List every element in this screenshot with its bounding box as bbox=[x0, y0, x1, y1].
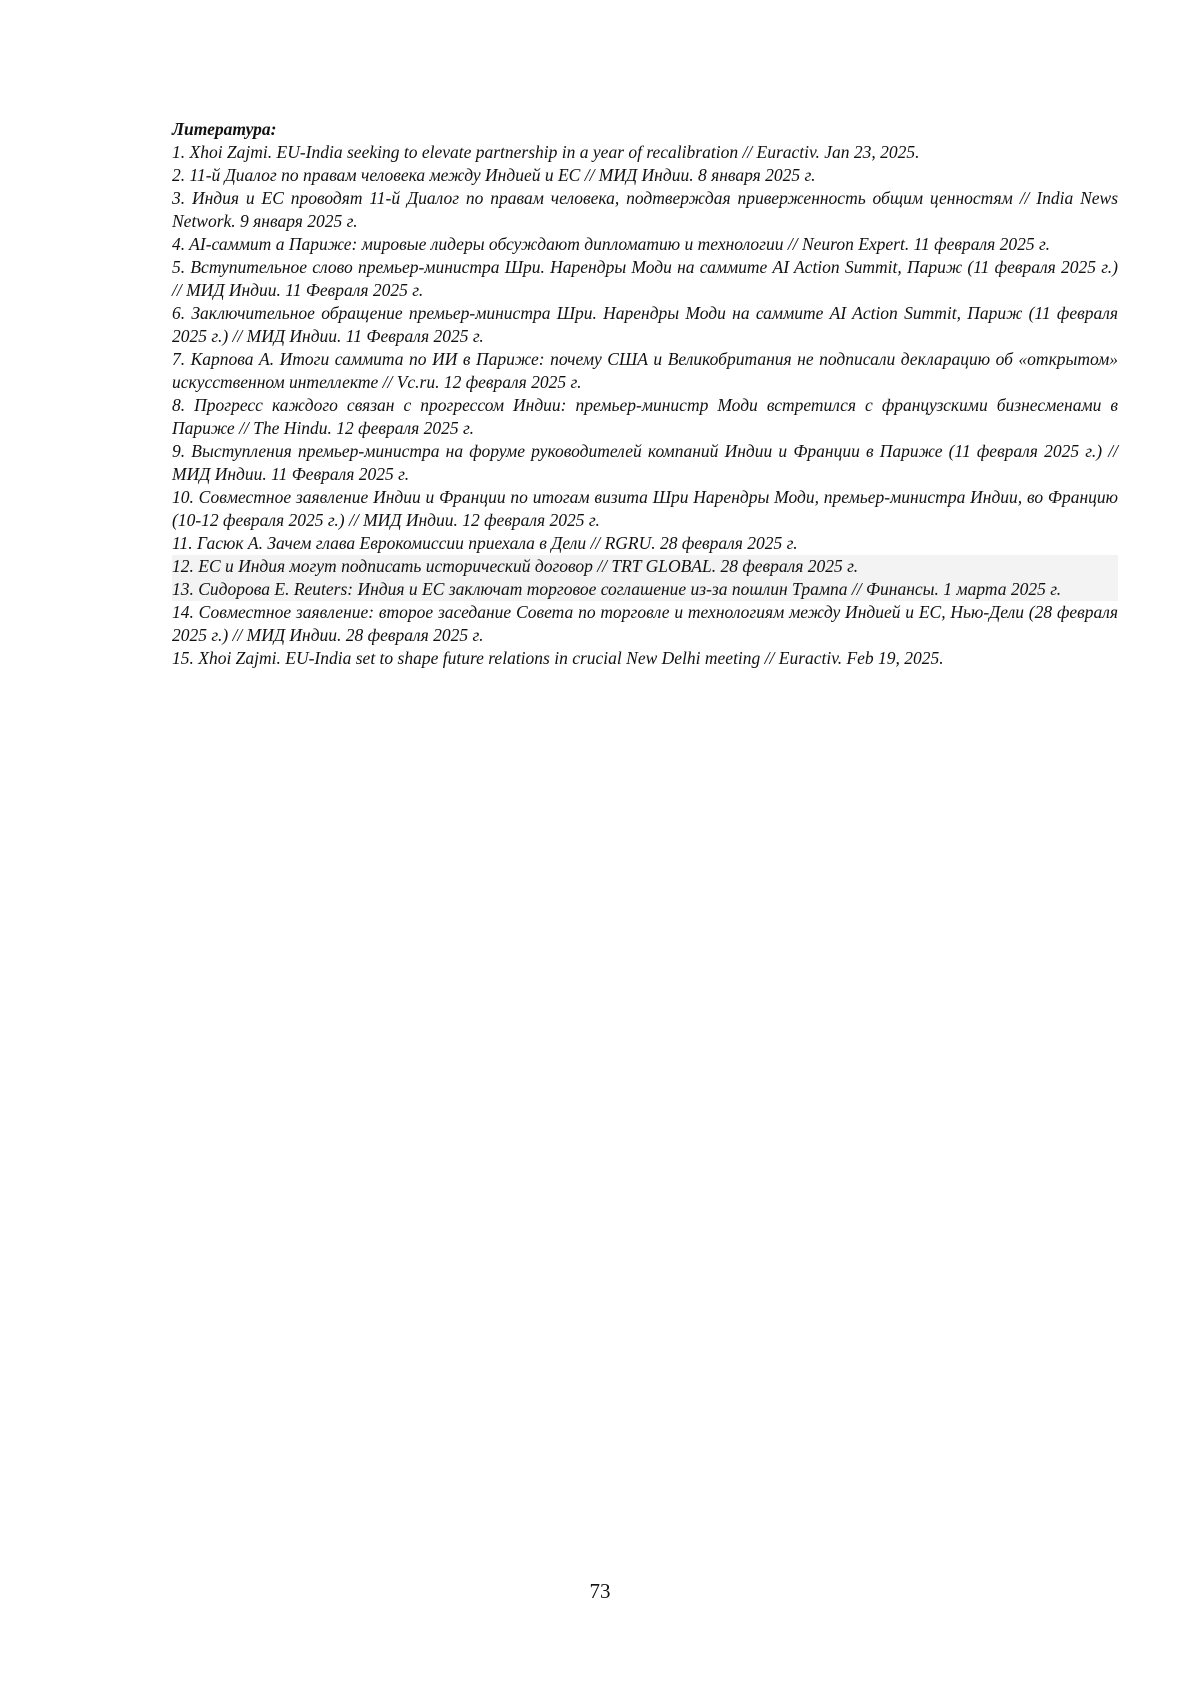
reference-item: 2. 11-й Диалог по правам человека между Индией и ЕС // МИД Индии. 8 января 2025 г. bbox=[172, 165, 816, 185]
reference-item: 10. Совместное заявление Индии и Франции по итогам визита Шри Нарендры Моди, премьер-министра Индии, во Францию (10-12 февраля 2025 г.) // МИД Индии. 12 февраля 2025 г. bbox=[172, 487, 1118, 530]
reference-item: 6. Заключительное обращение премьер-министра Шри. Нарендры Моди на саммите AI Action Summit, Париж (11 февраля 2025 г.) // МИД Индии. 11 Февраля 2025 г. bbox=[172, 303, 1118, 346]
reference-item: 15. Xhoi Zajmi. EU-India set to shape future relations in crucial New Delhi meeting // Euractiv. Feb 19, 2025. bbox=[172, 648, 944, 668]
section-heading: Литература: bbox=[172, 119, 277, 139]
reference-item: 8. Прогресс каждого связан с прогрессом Индии: премьер-министр Моди встретился с французскими бизнесменами в Париже // The Hindu. 12 февраля 2025 г. bbox=[172, 395, 1118, 438]
reference-item: 3. Индия и ЕС проводят 11-й Диалог по правам человека, подтверждая приверженность общим ценностям // India News Network. 9 января 2025 г. bbox=[172, 188, 1118, 231]
reference-item: 5. Вступительное слово премьер-министра Шри. Нарендры Моди на саммите AI Action Summit, Париж (11 февраля 2025 г.) // МИД Индии. 11 Февраля 2025 г. bbox=[172, 257, 1118, 300]
reference-item: 9. Выступления премьер-министра на форуме руководителей компаний Индии и Франции в Париже (11 февраля 2025 г.) // МИД Индии. 11 Февраля 2025 г. bbox=[172, 441, 1118, 484]
reference-section bbox=[172, 118, 1118, 670]
reference-item: 11. Гасюк А. Зачем глава Еврокомиссии приехала в Дели // RGRU. 28 февраля 2025 г. bbox=[172, 533, 798, 553]
reference-item: 1. Xhoi Zajmi. EU-India seeking to elevate partnership in a year of recalibration // Euractiv. Jan 23, 2025. bbox=[172, 142, 920, 162]
page-number: 73 bbox=[589, 1579, 611, 1603]
reference-item: 13. Сидорова Е. Reuters: Индия и ЕС заключат торговое соглашение из-за пошлин Трампа // Финансы. 1 марта 2025 г. bbox=[172, 578, 1118, 601]
reference-list bbox=[172, 141, 1118, 670]
reference-item: 4. AI-саммит а Париже: мировые лидеры обсуждают дипломатию и технологии // Neuron Expert. 11 февраля 2025 г. bbox=[172, 234, 1050, 254]
reference-item: 7. Карпова А. Итоги саммита по ИИ в Париже: почему США и Великобритания не подписали декларацию об «открытом» искусственном интеллекте // Vc.ru. 12 февраля 2025 г. bbox=[172, 349, 1118, 392]
reference-item: 12. ЕС и Индия могут подписать исторический договор // TRT GLOBAL. 28 февраля 2025 г. bbox=[172, 555, 1118, 578]
reference-item: 14. Совместное заявление: второе заседание Совета по торговле и технологиям между Индией и ЕС, Нью-Дели (28 февраля 2025 г.) // МИД Индии. 28 февраля 2025 г. bbox=[172, 602, 1118, 645]
